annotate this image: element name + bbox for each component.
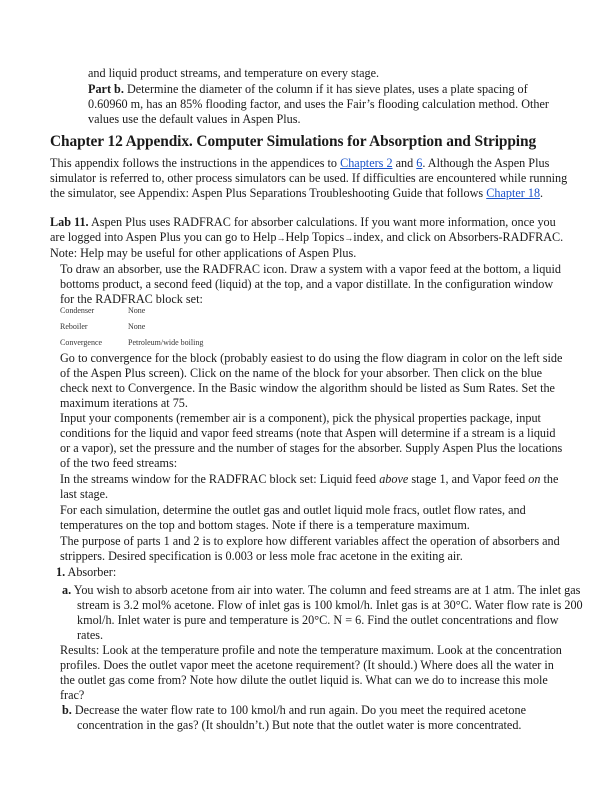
streams-text-2: stage 1, and Vapor feed — [408, 472, 529, 486]
item-b-label: b. — [62, 703, 72, 717]
item-a-paragraph — [62, 583, 583, 643]
config-convergence-value: Petroleum/wide boiling — [128, 338, 204, 347]
part-b-label: Part b. — [88, 82, 124, 96]
streams-text-1: In the streams window for the RADFRAC block set: Liquid feed — [60, 472, 380, 486]
part-b-text: Determine the diameter of the column if it has sieve plates, uses a plate spacing of 0.60960 m, has an 85% flooding factor, and uses the Fair’s flooding calculation method. Other values use the default values in Aspen Plus. — [88, 82, 549, 126]
item-b-text: Decrease the water flow rate to 100 kmol/h and run again. Do you meet the required acetone concentration in the gas? (It shouldn’t.) But note that the outlet water is more concentrated. — [71, 703, 526, 732]
item-1-text: Absorber: — [65, 565, 117, 579]
draw-absorber-paragraph: To draw an absorber, use the RADFRAC icon. Draw a system with a vapor feed at the bottom, a liquid bottoms product, a second feed (liquid) at the top, and a vapor distillate. In the configuration window for the RADFRAC block set: — [60, 262, 561, 306]
each-simulation-paragraph: For each simulation, determine the outlet gas and outlet liquid mole fracs, outlet flow rates, and temperatures on the top and bottom stages. Note if there is a temperature maximum. — [60, 503, 526, 532]
appendix-and: and — [392, 156, 417, 170]
appendix-text-2: . Although the Aspen Plus simulator is referred to, other process simulators can be used. If difficulties are encountered while running the simulator, see Appendix: Aspen Plus Separations Troubleshooting Guide that follows — [50, 156, 568, 200]
config-reboiler-label: Reboiler — [60, 322, 88, 331]
chapter-6-link[interactable]: 6 — [416, 156, 423, 170]
config-condenser-value: None — [128, 306, 146, 315]
item-1-number: 1. — [56, 565, 66, 579]
streams-paragraph — [60, 472, 568, 502]
lab-label: Lab 11. — [50, 215, 89, 229]
arrow-icon-1: → — [276, 233, 286, 243]
item-a-label: a. — [62, 583, 72, 597]
lab-text-1: Aspen Plus uses RADFRAC for absorber calculations. If you want more information, once you are logged into Aspen Plus you can go to Help — [50, 215, 556, 244]
convergence-paragraph: Go to convergence for the block (probably easiest to do using the flow diagram in color on the left side of the Aspen Plus screen). Click on the name of the block for your absorber. Then click on the blue check next to Convergence. In the Basic window the algorithm should be listed as Sum Rates. Set the maximum iterations at 75. — [60, 351, 563, 410]
streams-text-3: the last stage. — [60, 472, 559, 501]
purpose-paragraph: The purpose of parts 1 and 2 is to explore how different variables affect the operation of absorbers and strippers. Desired specification is 0.003 or less mole frac acetone in the exiting air. — [60, 534, 560, 563]
appendix-text-3: . — [540, 186, 544, 200]
item-1-absorber — [56, 565, 566, 580]
streams-on: on — [528, 472, 541, 486]
lab-paragraph — [50, 215, 568, 261]
appendix-paragraph — [50, 156, 568, 201]
chapter-2-link[interactable]: Chapters 2 — [340, 156, 393, 170]
continued-line: and liquid product streams, and temperature on every stage. — [88, 66, 380, 80]
part-b-paragraph — [88, 82, 566, 127]
arrow-icon-2: → — [344, 233, 354, 243]
lab-text-3: index, and click on Absorbers-RADFRAC. Note: Help may be useful for other applications of Aspen Plus. — [50, 230, 564, 260]
chapter-18-link[interactable]: Chapter 18 — [486, 186, 541, 200]
chapter-title: Chapter 12 Appendix. Computer Simulations for Absorption and Stripping — [50, 133, 537, 150]
item-a-text: You wish to absorb acetone from air into water. The column and feed streams are at 1 atm. The inlet gas stream is 3.2 mol% acetone. Flow of inlet gas is 100 kmol/h. Inlet gas is at 30°C. Water flow rate is 200 kmol/h. Inlet water is pure and temperature is 20°C. N = 6. Find the outlet concentrations and flow rates. — [71, 583, 583, 642]
lab-text-2: Help Topics — [285, 230, 345, 244]
config-convergence-label: Convergence — [60, 338, 103, 347]
config-condenser-label: Condenser — [60, 306, 95, 315]
item-b-paragraph — [62, 703, 583, 733]
results-paragraph: Results: Look at the temperature profile and note the temperature maximum. Look at the concentration profiles. Does the outlet vapor meet the acetone requirement? (It should.) Where does all the water in the outlet gas come from? Note how dilute the outlet liquid is. What can we do to increase this mole frac? — [60, 643, 562, 702]
config-reboiler-value: None — [128, 322, 146, 331]
streams-above: above — [379, 472, 409, 486]
appendix-text-1: This appendix follows the instructions in the appendices to — [50, 156, 341, 170]
input-paragraph: Input your components (remember air is a component), pick the physical properties package, input conditions for the liquid and vapor feed streams (note that Aspen will determine if a stream is a liquid or a vapor), set the pressure and the number of stages for the absorber. Supply Aspen Plus the locations of the two feed streams: — [60, 411, 563, 470]
